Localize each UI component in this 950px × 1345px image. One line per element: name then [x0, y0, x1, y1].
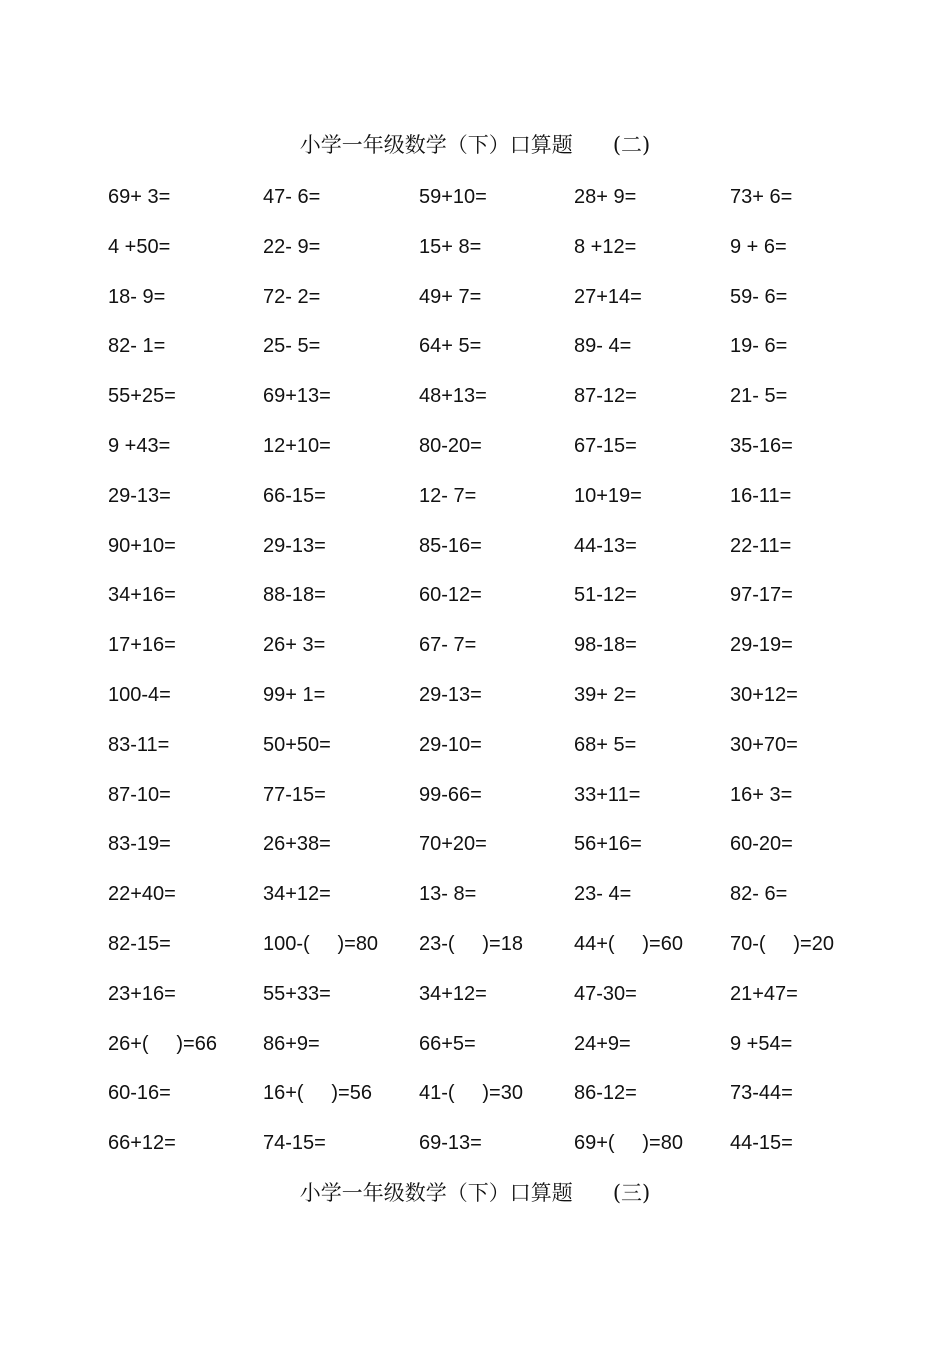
arithmetic-problem: 47-30=	[574, 982, 637, 1005]
arithmetic-problem: 21+47=	[730, 982, 798, 1005]
arithmetic-problem: 23+16=	[108, 982, 176, 1005]
arithmetic-problem: 29-13=	[263, 534, 326, 557]
arithmetic-problem: 82-15=	[108, 932, 171, 955]
arithmetic-problem: 29-19=	[730, 634, 793, 657]
arithmetic-problem: 33+11=	[574, 783, 641, 806]
arithmetic-problem: 9 + 6=	[730, 235, 787, 258]
arithmetic-problem: 68+ 5=	[574, 733, 637, 756]
arithmetic-problem: 69+13=	[263, 385, 331, 408]
arithmetic-problem: 44+( )=60	[574, 932, 683, 955]
arithmetic-problem: 10+19=	[574, 484, 642, 507]
arithmetic-problem: 29-13=	[419, 683, 482, 706]
arithmetic-problem: 30+70=	[730, 733, 798, 756]
arithmetic-problem: 60-12=	[419, 584, 482, 607]
arithmetic-problem: 48+13=	[419, 385, 487, 408]
arithmetic-problem: 18- 9=	[108, 285, 166, 308]
arithmetic-problem: 73-44=	[730, 1082, 793, 1105]
arithmetic-problem: 44-15=	[730, 1132, 793, 1155]
arithmetic-problem: 87-10=	[108, 783, 171, 806]
arithmetic-problem: 67- 7=	[419, 634, 477, 657]
arithmetic-problem: 55+33=	[263, 982, 331, 1005]
arithmetic-problem: 59- 6=	[730, 285, 788, 308]
arithmetic-problem: 29-10=	[419, 733, 482, 756]
arithmetic-problem: 26+( )=66	[108, 1032, 217, 1055]
arithmetic-problem: 47- 6=	[263, 186, 321, 208]
arithmetic-problem: 85-16=	[419, 534, 482, 557]
worksheet-title: 小学一年级数学（下）口算题 (二)	[299, 133, 651, 157]
arithmetic-problem: 22- 9=	[263, 235, 321, 258]
arithmetic-problem: 86-12=	[574, 1082, 637, 1105]
next-worksheet-title: 小学一年级数学（下）口算题 (三)	[299, 1181, 651, 1205]
arithmetic-problem: 24+9=	[574, 1032, 631, 1055]
arithmetic-problem: 86+9=	[263, 1032, 320, 1055]
arithmetic-problem: 66-15=	[263, 484, 326, 507]
arithmetic-problem: 16-11=	[730, 484, 792, 507]
arithmetic-problem: 13- 8=	[419, 883, 477, 906]
arithmetic-problem: 9 +43=	[108, 434, 171, 457]
arithmetic-problem: 8 +12=	[574, 235, 637, 258]
arithmetic-problem: 29-13=	[108, 484, 171, 507]
arithmetic-problem: 49+ 7=	[419, 285, 482, 308]
arithmetic-problem: 83-19=	[108, 833, 171, 856]
arithmetic-problem: 9 +54=	[730, 1032, 793, 1055]
arithmetic-problem: 4 +50=	[108, 235, 171, 258]
arithmetic-problem: 88-18=	[263, 584, 326, 607]
arithmetic-problem: 60-20=	[730, 833, 793, 856]
arithmetic-problem: 97-17=	[730, 584, 793, 607]
arithmetic-problem: 12+10=	[263, 434, 331, 457]
arithmetic-problem: 26+ 3=	[263, 634, 326, 657]
arithmetic-problem: 73+ 6=	[730, 186, 793, 208]
arithmetic-problem: 66+12=	[108, 1132, 176, 1155]
arithmetic-problem: 34+12=	[419, 982, 487, 1005]
arithmetic-problem: 21- 5=	[730, 385, 788, 408]
arithmetic-problem: 98-18=	[574, 634, 637, 657]
arithmetic-problem: 44-13=	[574, 534, 637, 557]
arithmetic-problem: 60-16=	[108, 1082, 171, 1105]
arithmetic-problem: 99+ 1=	[263, 683, 326, 706]
arithmetic-problem: 55+25=	[108, 385, 176, 408]
arithmetic-problem: 23- 4=	[574, 883, 632, 906]
arithmetic-problem: 15+ 8=	[419, 235, 482, 258]
arithmetic-problem: 27+14=	[574, 285, 642, 308]
arithmetic-problem: 16+ 3=	[730, 783, 793, 806]
arithmetic-problem: 41-( )=30	[419, 1082, 523, 1105]
arithmetic-problem: 59+10=	[419, 186, 487, 208]
arithmetic-problem: 34+12=	[263, 883, 331, 906]
arithmetic-problem: 100-4=	[108, 683, 171, 706]
arithmetic-problem: 100-( )=80	[263, 932, 379, 955]
arithmetic-problem: 34+16=	[108, 584, 176, 607]
arithmetic-problem: 90+10=	[108, 534, 176, 557]
arithmetic-problem: 66+5=	[419, 1032, 476, 1055]
arithmetic-problem: 64+ 5=	[419, 335, 482, 358]
arithmetic-problem: 77-15=	[263, 783, 326, 806]
arithmetic-problem: 83-11=	[108, 733, 170, 756]
arithmetic-problem: 74-15=	[263, 1132, 326, 1155]
arithmetic-problem: 72- 2=	[263, 285, 321, 308]
arithmetic-problem: 69+( )=80	[574, 1132, 683, 1155]
arithmetic-problem: 51-12=	[574, 584, 637, 607]
arithmetic-problem: 89- 4=	[574, 335, 632, 358]
arithmetic-problem: 56+16=	[574, 833, 642, 856]
arithmetic-problem: 82- 1=	[108, 335, 166, 358]
arithmetic-problem: 26+38=	[263, 833, 331, 856]
arithmetic-problem: 35-16=	[730, 434, 793, 457]
arithmetic-problem: 16+( )=56	[263, 1082, 372, 1105]
arithmetic-problem: 22-11=	[730, 534, 792, 557]
arithmetic-problem: 30+12=	[730, 683, 798, 706]
arithmetic-problem: 25- 5=	[263, 335, 321, 358]
arithmetic-problem: 67-15=	[574, 434, 637, 457]
arithmetic-problem: 99-66=	[419, 783, 482, 806]
arithmetic-problem: 87-12=	[574, 385, 637, 408]
arithmetic-problem: 69-13=	[419, 1132, 482, 1155]
arithmetic-problem: 12- 7=	[419, 484, 477, 507]
arithmetic-problem: 17+16=	[108, 634, 176, 657]
arithmetic-problem: 28+ 9=	[574, 186, 637, 208]
arithmetic-problem: 50+50=	[263, 733, 331, 756]
arithmetic-problem: 80-20=	[419, 434, 482, 457]
arithmetic-problem: 39+ 2=	[574, 683, 637, 706]
arithmetic-problem: 70-( )=20	[730, 932, 834, 955]
arithmetic-problem: 23-( )=18	[419, 932, 523, 955]
arithmetic-problem: 69+ 3=	[108, 186, 171, 208]
arithmetic-problem: 70+20=	[419, 833, 487, 856]
arithmetic-problem: 82- 6=	[730, 883, 788, 906]
arithmetic-problem: 22+40=	[108, 883, 176, 906]
arithmetic-problem: 19- 6=	[730, 335, 788, 358]
